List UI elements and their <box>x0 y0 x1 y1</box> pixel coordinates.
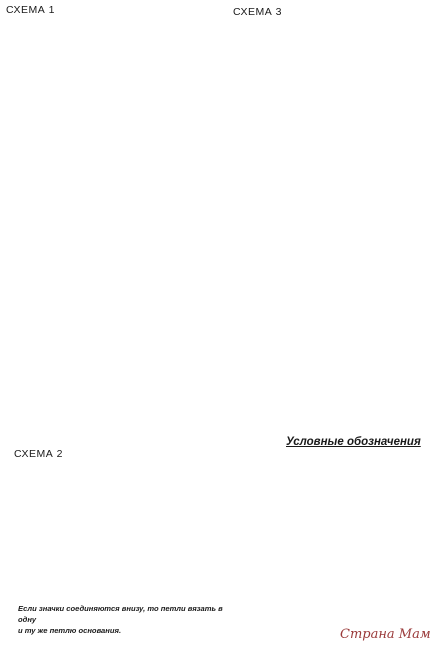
note-line-2: и ту же петлю основания. <box>18 626 122 635</box>
scheme-2-title: СХЕМА 2 <box>14 448 64 460</box>
scheme-1-diagram <box>0 18 215 418</box>
watermark: Страна Мам <box>340 627 431 642</box>
legend-list <box>236 452 446 642</box>
legend-title: Условные обозначения <box>286 436 421 448</box>
scheme-2-diagram <box>0 462 220 594</box>
scheme-3-title: СХЕМА 3 <box>233 6 283 18</box>
scheme-3-diagram <box>240 22 446 422</box>
note-line-1: Если значки соединяются внизу, то петли вязать в одну <box>18 604 223 624</box>
note-text <box>18 603 228 636</box>
scheme-1-title: СХЕМА 1 <box>6 4 56 16</box>
